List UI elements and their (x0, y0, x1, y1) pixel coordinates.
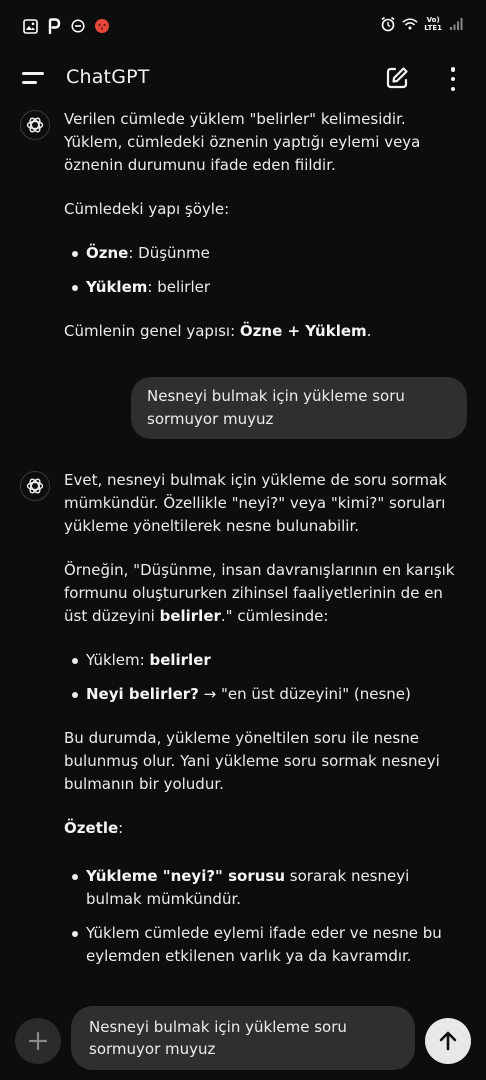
text-span: . (366, 322, 372, 340)
more-options-button[interactable] (444, 64, 462, 94)
bullet-list (64, 649, 464, 706)
message-paragraph: Verilen cümlede yüklem "belirler" kelimesidir. Yüklem, cümledeki öznenin yaptığı eylemi veya öznenin durumunu ifade eden fiildir. (64, 110, 421, 174)
app-bar (0, 54, 486, 104)
edit-icon (384, 65, 410, 91)
bold-text: Özetle (64, 819, 119, 837)
wifi-icon (402, 16, 418, 32)
minus-circle-icon (70, 18, 86, 34)
bold-text: Neyi belirler? (86, 685, 199, 703)
network-label-bottom: LTE1 (424, 24, 442, 32)
status-right-icons (380, 16, 464, 32)
status-left-icons (22, 18, 110, 34)
status-bar (0, 0, 486, 54)
menu-button[interactable] (22, 68, 46, 90)
user-message-1 (131, 377, 467, 439)
app-title: ChatGPT (66, 66, 150, 88)
composer-bar (0, 994, 486, 1080)
plus-icon (28, 1031, 48, 1051)
signal-icon (448, 16, 464, 32)
text-span: : (118, 819, 124, 837)
menu-icon-bar-bottom (22, 81, 37, 84)
assistant-avatar (20, 471, 50, 501)
send-button[interactable] (425, 1018, 471, 1064)
list-item-text: : Düşünme (128, 244, 210, 262)
chat-area[interactable] (0, 104, 486, 994)
openai-logo-icon (25, 115, 45, 135)
network-label-top: Vo) (426, 16, 440, 24)
alarm-icon (380, 16, 396, 32)
network-label (424, 16, 442, 32)
message-input-text: Nesneyi bulmak için yükleme soru sormuyor muyuz (89, 1018, 347, 1058)
list-item (64, 683, 464, 706)
list-item (64, 922, 464, 968)
message-input[interactable] (71, 1006, 415, 1070)
list-item (64, 649, 464, 672)
bold-text: belirler (149, 651, 211, 669)
gallery-icon (22, 18, 38, 34)
message-paragraph: Evet, nesneyi bulmak için yükleme de soru sormak mümkündür. Özellikle "neyi?" veya "kimi?" soruları yükleme yöneltilerek nesne bulunabilir. (64, 471, 447, 535)
attach-button[interactable] (15, 1018, 61, 1064)
text-span: sorarak nesneyi bulmak mümkündür. (86, 867, 410, 908)
p-app-icon (46, 18, 62, 34)
list-item (64, 242, 464, 265)
arrow-up-icon (437, 1030, 459, 1052)
message-paragraph (64, 559, 464, 628)
assistant-message-2 (64, 469, 464, 989)
message-paragraph: Cümledeki yapı şöyle: (64, 200, 230, 218)
bold-text: Yükleme "neyi?" sorusu (86, 867, 286, 885)
assistant-message-1 (64, 108, 464, 364)
more-icon-dot (451, 87, 456, 92)
message-paragraph (64, 817, 464, 840)
text-span: Cümlenin genel yapısı: (64, 322, 240, 340)
text-span: ." cümlesinde: (220, 607, 329, 625)
message-paragraph: Bu durumda, yükleme yöneltilen soru ile nesne bulunmuş olur. Yani yükleme soru sormak nesneyi bulmanın bir yoludur. (64, 729, 440, 793)
text-span: Örneğin, "Düşünme, insan davranışlarının en karışık formunu oluştururken zihinsel faaliyetlerinin de en üst düzeyini (64, 561, 455, 625)
list-item (64, 276, 464, 299)
bold-text: Yüklem (86, 278, 148, 296)
bullet-list (64, 865, 464, 968)
red-app-icon (94, 18, 110, 34)
openai-logo-icon (25, 476, 45, 496)
message-paragraph (64, 320, 464, 343)
list-item (64, 865, 464, 911)
assistant-avatar (20, 110, 50, 140)
bold-text: belirler (159, 607, 221, 625)
more-icon-dot (451, 67, 456, 72)
new-chat-button[interactable] (384, 65, 410, 91)
text-span: → "en üst düzeyini" (nesne) (198, 685, 411, 703)
bullet-list (64, 242, 464, 299)
bold-text: Özne (86, 244, 129, 262)
menu-icon-bar-top (22, 72, 44, 75)
list-item-text: : belirler (147, 278, 211, 296)
more-icon-dot (451, 77, 456, 82)
list-item-text: Yüklem cümlede eylemi ifade eder ve nesne bu eylemden etkilenen varlık ya da kavramdır. (86, 924, 442, 965)
bold-text: Özne + Yüklem (239, 322, 367, 340)
user-message-text: Nesneyi bulmak için yükleme soru sormuyor muyuz (147, 387, 405, 428)
text-span: Yüklem: (86, 651, 150, 669)
